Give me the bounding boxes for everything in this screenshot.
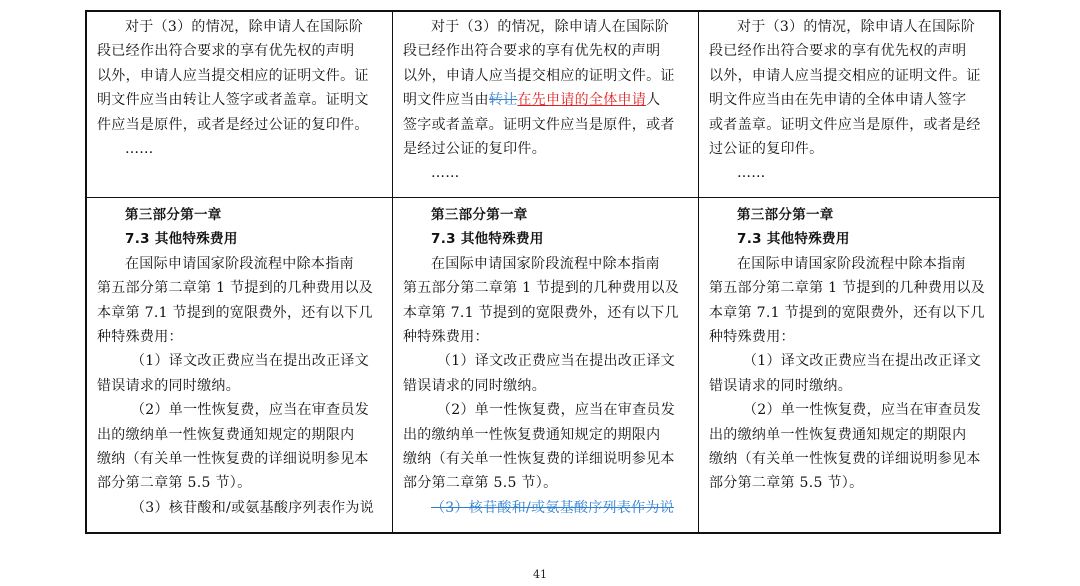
row2-col1-cell: [87, 198, 392, 534]
text-line: 或者盖章。证明文件应当是原件，或者是经: [709, 116, 981, 133]
text-line: （2）单一性恢复费，应当在审查员发: [437, 402, 676, 419]
text-line: 种特殊费用：: [709, 329, 795, 346]
section-subheading: 7.3 其他特殊费用: [737, 231, 850, 248]
text-line: 本章第 7.1 节提到的宽限费外，还有以下几: [97, 304, 373, 321]
section-heading: 第三部分第一章: [431, 207, 528, 223]
text-line: 缴纳（有关单一性恢复费的详细说明参见本: [709, 451, 981, 468]
text-line: 在国际申请国家阶段流程中除本指南: [737, 255, 966, 272]
text-line: 对于（3）的情况，除申请人在国际阶: [737, 19, 976, 35]
text-line: （2）单一性恢复费，应当在审查员发: [131, 402, 370, 419]
section-heading: 第三部分第一章: [125, 207, 222, 223]
text-line: 明文件应当由在先申请的全体申请人签字: [709, 92, 967, 109]
text-line: 过公证的复印件。: [709, 141, 824, 158]
ellipsis-line: ……: [737, 165, 766, 182]
text-line: 出的缴纳单一性恢复费通知规定的期限内: [97, 426, 355, 443]
text-line: 签字或者盖章。证明文件应当是原件，或者: [403, 116, 675, 133]
text-line: 明文件应当由转让人签字或者盖章。证明文: [97, 92, 369, 109]
text-line: 部分第二章第 5.5 节）。: [97, 475, 252, 492]
text-fragment: 明文件应当由: [403, 92, 489, 109]
text-line: 段已经作出符合要求的享有优先权的声明: [97, 43, 355, 60]
text-line: 在国际申请国家阶段流程中除本指南: [431, 255, 660, 272]
row2-col2-cell: [393, 198, 698, 534]
deleted-text-line: （3）核苷酸和/或氨基酸序列表作为说: [431, 499, 675, 516]
section-heading: 第三部分第一章: [737, 207, 834, 223]
text-line: 以外，申请人应当提交相应的证明文件。证: [403, 67, 675, 84]
ellipsis-line: ……: [431, 165, 460, 182]
text-line: 第五部分第二章第 1 节提到的几种费用以及: [403, 280, 680, 297]
row1-col1-cell: [87, 12, 392, 197]
text-line: （1）译文改正费应当在提出改正译文: [437, 353, 676, 370]
text-line: 本章第 7.1 节提到的宽限费外，还有以下几: [403, 304, 679, 321]
text-line: 缴纳（有关单一性恢复费的详细说明参见本: [97, 451, 369, 468]
text-line: 对于（3）的情况，除申请人在国际阶: [431, 19, 670, 35]
modified-text-line: [403, 88, 696, 112]
text-line: 第五部分第二章第 1 节提到的几种费用以及: [709, 280, 986, 297]
text-line: （3）核苷酸和/或氨基酸序列表作为说: [131, 499, 375, 516]
row1-col3-cell: [699, 12, 1001, 197]
text-line: 本章第 7.1 节提到的宽限费外，还有以下几: [709, 304, 985, 321]
text-line: 以外，申请人应当提交相应的证明文件。证: [97, 67, 369, 84]
text-line: 种特殊费用：: [403, 329, 489, 346]
comparison-table: [85, 10, 1001, 534]
row1-col2-cell: [393, 12, 698, 197]
text-line: 出的缴纳单一性恢复费通知规定的期限内: [403, 426, 661, 443]
text-line: 第五部分第二章第 1 节提到的几种费用以及: [97, 280, 374, 297]
ellipsis-line: ……: [125, 141, 154, 158]
text-line: 在国际申请国家阶段流程中除本指南: [125, 255, 354, 272]
text-line: 件应当是原件，或者是经过公证的复印件。: [97, 116, 369, 133]
text-line: 段已经作出符合要求的享有优先权的声明: [709, 43, 967, 60]
text-line: （2）单一性恢复费，应当在审查员发: [743, 402, 982, 419]
text-line: 缴纳（有关单一性恢复费的详细说明参见本: [403, 451, 675, 468]
text-line: 以外，申请人应当提交相应的证明文件。证: [709, 67, 981, 84]
text-line: 对于（3）的情况，除申请人在国际阶: [125, 19, 364, 35]
text-line: 是经过公证的复印件。: [403, 141, 546, 158]
section-subheading: 7.3 其他特殊费用: [431, 231, 544, 248]
text-line: 错误请求的同时缴纳。: [709, 377, 852, 394]
text-fragment: 人: [646, 92, 661, 109]
text-line: 错误请求的同时缴纳。: [97, 377, 240, 394]
text-line: 出的缴纳单一性恢复费通知规定的期限内: [709, 426, 967, 443]
text-line: （1）译文改正费应当在提出改正译文: [131, 353, 370, 370]
text-line: 错误请求的同时缴纳。: [403, 377, 546, 394]
deleted-text: 转让: [488, 92, 518, 109]
section-subheading: 7.3 其他特殊费用: [125, 231, 238, 248]
text-line: 种特殊费用：: [97, 329, 183, 346]
text-line: 部分第二章第 5.5 节）。: [403, 475, 558, 492]
row2-col3-cell: [699, 198, 1001, 534]
inserted-text: 在先申请的全体申请: [517, 92, 647, 109]
page-number: 41: [533, 568, 547, 581]
text-line: 部分第二章第 5.5 节）。: [709, 475, 864, 492]
text-line: 段已经作出符合要求的享有优先权的声明: [403, 43, 661, 60]
text-line: （1）译文改正费应当在提出改正译文: [743, 353, 982, 370]
